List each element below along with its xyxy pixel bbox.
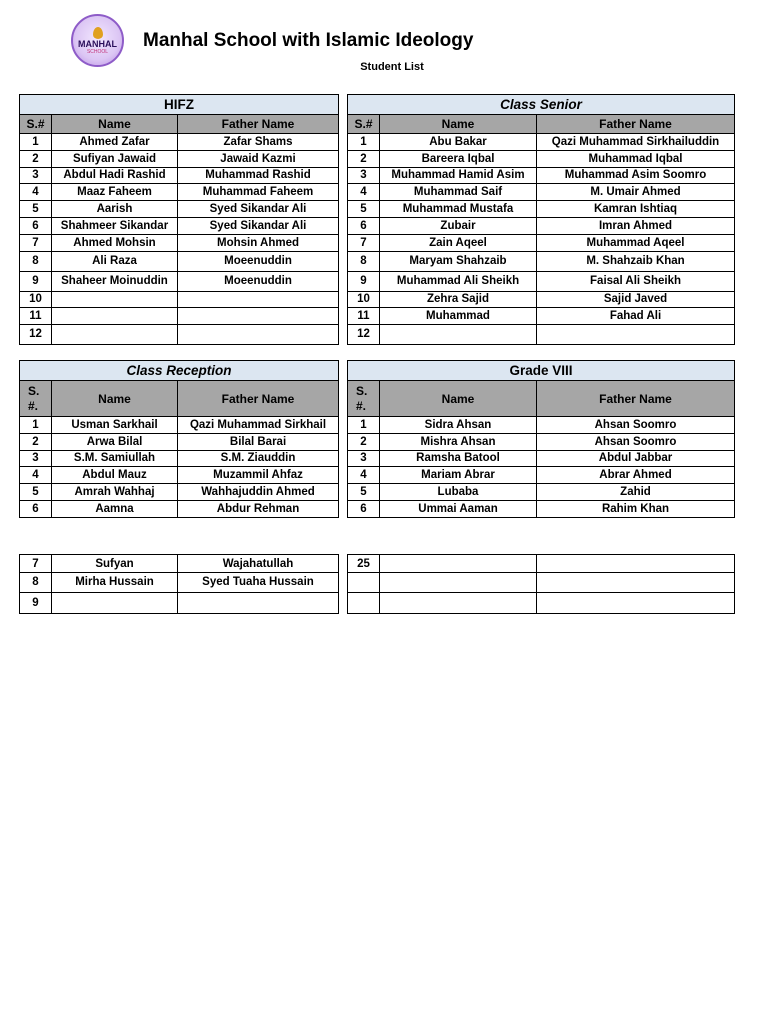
cell-sn: 7 xyxy=(348,234,380,251)
table-row xyxy=(348,217,735,234)
cell-student-name: Muhammad xyxy=(380,308,537,325)
cell-sn: 2 xyxy=(348,150,380,167)
column-header-sn: S. #. xyxy=(20,381,52,417)
table-row xyxy=(348,271,735,291)
cell-student-name: Sufiyan Jawaid xyxy=(52,150,178,167)
cell-father-name xyxy=(178,308,339,325)
page-subtitle: Student List xyxy=(360,61,424,73)
table-row xyxy=(348,234,735,251)
cell-student-name: Abdul Hadi Rashid xyxy=(52,167,178,184)
cell-student-name: Mishra Ahsan xyxy=(380,433,537,450)
table-row xyxy=(348,325,735,345)
table-row xyxy=(20,184,339,201)
table-row xyxy=(348,450,735,467)
cell-sn: 1 xyxy=(348,134,380,151)
cell-father-name: Syed Sikandar Ali xyxy=(178,201,339,218)
cell-student-name: Ahmed Zafar xyxy=(52,134,178,151)
cell-father-name: Wajahatullah xyxy=(178,555,339,573)
cell-student-name xyxy=(52,291,178,308)
cell-student-name: Lubaba xyxy=(380,484,537,501)
table-row xyxy=(348,417,735,434)
cell-father-name: Abdul Jabbar xyxy=(537,450,735,467)
table-row xyxy=(348,467,735,484)
table-row xyxy=(348,592,735,613)
cell-sn: 3 xyxy=(20,167,52,184)
cell-student-name xyxy=(380,555,537,573)
table-row xyxy=(348,500,735,517)
cell-sn: 10 xyxy=(348,291,380,308)
table-row xyxy=(348,201,735,218)
cell-father-name xyxy=(178,325,339,345)
table-row xyxy=(20,325,339,345)
table-row xyxy=(20,167,339,184)
cell-father-name: Muhammad Faheem xyxy=(178,184,339,201)
table-row xyxy=(20,217,339,234)
table-row xyxy=(20,150,339,167)
cell-father-name: Muzammil Ahfaz xyxy=(178,467,339,484)
table-row xyxy=(20,234,339,251)
cell-sn: 9 xyxy=(20,592,52,613)
cell-student-name: Maryam Shahzaib xyxy=(380,251,537,271)
cell-student-name: Sufyan xyxy=(52,555,178,573)
cell-father-name: Ahsan Soomro xyxy=(537,417,735,434)
cell-sn: 11 xyxy=(20,308,52,325)
cell-student-name: Bareera Iqbal xyxy=(380,150,537,167)
table-row xyxy=(348,251,735,271)
table-row xyxy=(348,308,735,325)
table-row xyxy=(20,450,339,467)
table-row xyxy=(20,592,339,613)
cell-father-name: Moeenuddin xyxy=(178,271,339,291)
cell-father-name: Muhammad Iqbal xyxy=(537,150,735,167)
cell-student-name: Mariam Abrar xyxy=(380,467,537,484)
cell-student-name: Maaz Faheem xyxy=(52,184,178,201)
cell-student-name: Arwa Bilal xyxy=(52,433,178,450)
cell-father-name: Muhammad Rashid xyxy=(178,167,339,184)
section-title: HIFZ xyxy=(20,95,339,115)
cell-father-name: Syed Sikandar Ali xyxy=(178,217,339,234)
cell-sn: 1 xyxy=(20,134,52,151)
cell-father-name xyxy=(537,325,735,345)
table-row xyxy=(20,573,339,593)
cell-sn: 1 xyxy=(348,417,380,434)
column-header-name: Name xyxy=(380,381,537,417)
cell-father-name xyxy=(178,291,339,308)
cell-sn: 2 xyxy=(348,433,380,450)
table-row xyxy=(348,291,735,308)
table-row xyxy=(20,467,339,484)
cell-father-name xyxy=(178,592,339,613)
cell-father-name: Wahhajuddin Ahmed xyxy=(178,484,339,501)
cell-student-name xyxy=(380,592,537,613)
cell-father-name xyxy=(537,573,735,593)
table-row xyxy=(20,251,339,271)
cell-sn: 1 xyxy=(20,417,52,434)
cell-father-name: M. Umair Ahmed xyxy=(537,184,735,201)
table-row xyxy=(348,134,735,151)
table-row xyxy=(20,308,339,325)
cell-sn xyxy=(348,573,380,593)
cell-father-name: Zafar Shams xyxy=(178,134,339,151)
cell-student-name: Ummai Aaman xyxy=(380,500,537,517)
hifz-table xyxy=(19,94,339,345)
cell-student-name: Muhammad Saif xyxy=(380,184,537,201)
cell-student-name: Zain Aqeel xyxy=(380,234,537,251)
cell-sn: 3 xyxy=(348,450,380,467)
cell-student-name: Zubair xyxy=(380,217,537,234)
cell-student-name: Ahmed Mohsin xyxy=(52,234,178,251)
cell-student-name: Aarish xyxy=(52,201,178,218)
cell-sn: 3 xyxy=(20,450,52,467)
cell-father-name: Sajid Javed xyxy=(537,291,735,308)
table-row xyxy=(20,271,339,291)
cell-father-name: Qazi Muhammad Sirkhailuddin xyxy=(537,134,735,151)
cell-student-name: Muhammad Mustafa xyxy=(380,201,537,218)
table-row xyxy=(348,555,735,573)
class-senior-table xyxy=(347,94,735,345)
cell-father-name: Abdur Rehman xyxy=(178,500,339,517)
cell-sn: 6 xyxy=(348,217,380,234)
cell-student-name: Mirha Hussain xyxy=(52,573,178,593)
cell-father-name: Imran Ahmed xyxy=(537,217,735,234)
cell-sn: 8 xyxy=(20,573,52,593)
table-row xyxy=(20,134,339,151)
section-title: Grade VIII xyxy=(348,361,735,381)
cell-father-name: Kamran Ishtiaq xyxy=(537,201,735,218)
cell-sn: 12 xyxy=(20,325,52,345)
cell-sn: 6 xyxy=(348,500,380,517)
column-header-sn: S.# xyxy=(20,115,52,134)
cell-father-name: Qazi Muhammad Sirkhail xyxy=(178,417,339,434)
cell-sn: 8 xyxy=(20,251,52,271)
cell-sn: 6 xyxy=(20,217,52,234)
cell-father-name: Muhammad Asim Soomro xyxy=(537,167,735,184)
grade-viii-continued-table xyxy=(347,554,735,614)
cell-sn xyxy=(348,592,380,613)
cell-father-name: Rahim Khan xyxy=(537,500,735,517)
table-row xyxy=(348,484,735,501)
cell-father-name xyxy=(537,555,735,573)
cell-sn: 7 xyxy=(20,555,52,573)
cell-father-name: Fahad Ali xyxy=(537,308,735,325)
cell-sn: 4 xyxy=(348,467,380,484)
cell-sn: 8 xyxy=(348,251,380,271)
cell-sn: 4 xyxy=(20,184,52,201)
cell-student-name: Usman Sarkhail xyxy=(52,417,178,434)
column-header-father-name: Father Name xyxy=(537,115,735,134)
cell-sn: 5 xyxy=(20,484,52,501)
cell-sn: 6 xyxy=(20,500,52,517)
cell-sn: 25 xyxy=(348,555,380,573)
cell-student-name: Shaheer Moinuddin xyxy=(52,271,178,291)
cell-student-name: Ali Raza xyxy=(52,251,178,271)
cell-sn: 7 xyxy=(20,234,52,251)
cell-father-name: Muhammad Aqeel xyxy=(537,234,735,251)
table-row xyxy=(20,417,339,434)
cell-sn: 11 xyxy=(348,308,380,325)
cell-student-name: Abdul Mauz xyxy=(52,467,178,484)
column-header-father-name: Father Name xyxy=(537,381,735,417)
column-header-father-name: Father Name xyxy=(178,381,339,417)
cell-student-name: Muhammad Hamid Asim xyxy=(380,167,537,184)
section-title: Class Senior xyxy=(348,95,735,115)
column-header-sn: S. #. xyxy=(348,381,380,417)
section-title: Class Reception xyxy=(20,361,339,381)
cell-sn: 2 xyxy=(20,433,52,450)
column-header-name: Name xyxy=(52,381,178,417)
column-header-name: Name xyxy=(380,115,537,134)
cell-sn: 4 xyxy=(348,184,380,201)
cell-father-name: Faisal Ali Sheikh xyxy=(537,271,735,291)
cell-sn: 5 xyxy=(348,484,380,501)
logo-text: MANHAL xyxy=(78,38,117,49)
column-header-name: Name xyxy=(52,115,178,134)
class-reception-continued-table xyxy=(19,554,339,614)
cell-student-name: Muhammad Ali Sheikh xyxy=(380,271,537,291)
cell-student-name: Abu Bakar xyxy=(380,134,537,151)
table-row xyxy=(20,500,339,517)
school-logo xyxy=(71,14,124,67)
cell-student-name: Sidra Ahsan xyxy=(380,417,537,434)
class-reception-table xyxy=(19,360,339,518)
cell-father-name: Ahsan Soomro xyxy=(537,433,735,450)
cell-father-name: Abrar Ahmed xyxy=(537,467,735,484)
cell-sn: 4 xyxy=(20,467,52,484)
cell-student-name xyxy=(52,592,178,613)
table-row xyxy=(348,433,735,450)
cell-father-name: Zahid xyxy=(537,484,735,501)
cell-student-name: Zehra Sajid xyxy=(380,291,537,308)
table-row xyxy=(348,184,735,201)
table-row xyxy=(20,201,339,218)
cell-student-name xyxy=(380,325,537,345)
cell-student-name: Shahmeer Sikandar xyxy=(52,217,178,234)
table-row xyxy=(20,291,339,308)
lamp-flame-icon xyxy=(93,27,103,39)
grade-viii-table xyxy=(347,360,735,518)
cell-sn: 3 xyxy=(348,167,380,184)
cell-father-name xyxy=(537,592,735,613)
cell-father-name: Jawaid Kazmi xyxy=(178,150,339,167)
logo-subtext: SCHOOL xyxy=(86,48,109,55)
column-header-father-name: Father Name xyxy=(178,115,339,134)
cell-father-name: Moeenuddin xyxy=(178,251,339,271)
table-row xyxy=(20,433,339,450)
column-header-sn: S.# xyxy=(348,115,380,134)
cell-father-name: Mohsin Ahmed xyxy=(178,234,339,251)
cell-father-name: Bilal Barai xyxy=(178,433,339,450)
cell-student-name: Aamna xyxy=(52,500,178,517)
cell-sn: 9 xyxy=(20,271,52,291)
table-row xyxy=(348,573,735,593)
cell-father-name: M. Shahzaib Khan xyxy=(537,251,735,271)
cell-sn: 12 xyxy=(348,325,380,345)
table-row xyxy=(20,555,339,573)
cell-sn: 2 xyxy=(20,150,52,167)
cell-student-name xyxy=(380,573,537,593)
cell-sn: 5 xyxy=(20,201,52,218)
table-row xyxy=(348,167,735,184)
cell-father-name: Syed Tuaha Hussain xyxy=(178,573,339,593)
cell-father-name: S.M. Ziauddin xyxy=(178,450,339,467)
cell-student-name xyxy=(52,308,178,325)
cell-student-name xyxy=(52,325,178,345)
cell-student-name: Amrah Wahhaj xyxy=(52,484,178,501)
table-row xyxy=(20,484,339,501)
page-title: Manhal School with Islamic Ideology xyxy=(143,30,474,51)
cell-sn: 5 xyxy=(348,201,380,218)
cell-sn: 10 xyxy=(20,291,52,308)
cell-student-name: Ramsha Batool xyxy=(380,450,537,467)
table-row xyxy=(348,150,735,167)
cell-sn: 9 xyxy=(348,271,380,291)
cell-student-name: S.M. Samiullah xyxy=(52,450,178,467)
